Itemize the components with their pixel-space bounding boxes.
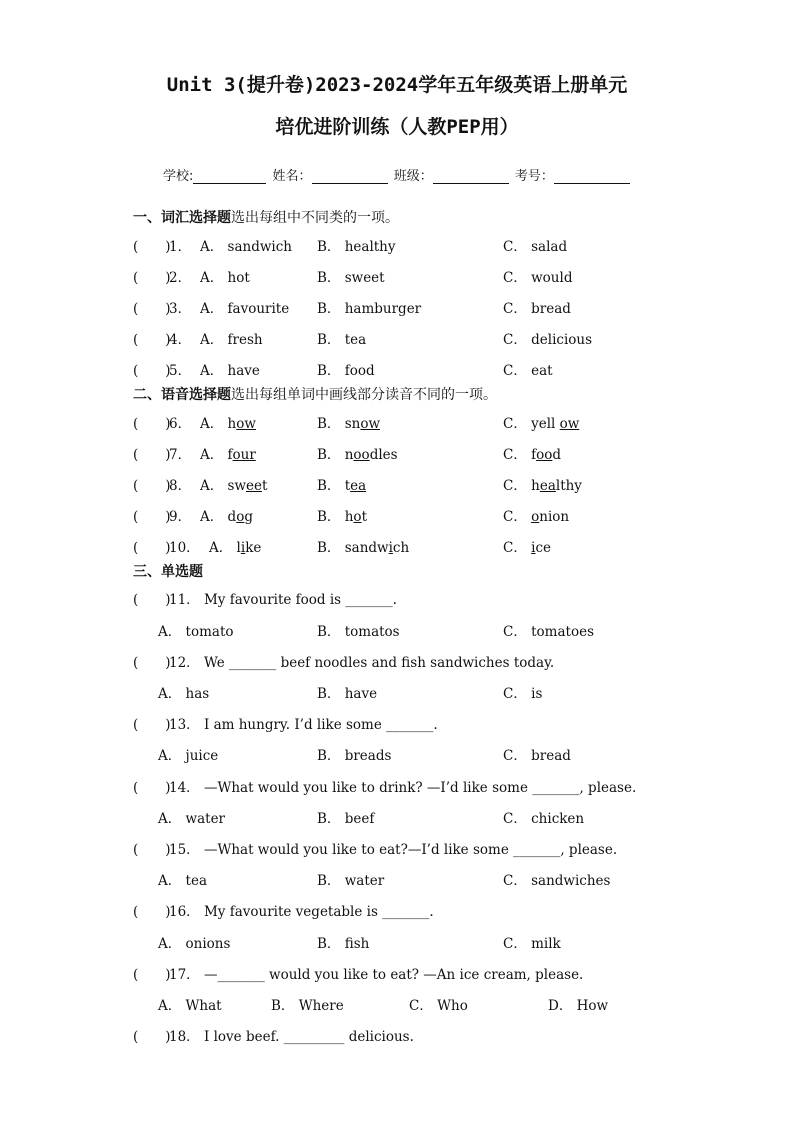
class-label: 班级：	[393, 169, 433, 184]
question-17-options	[133, 994, 693, 1014]
answer-bracket[interactable]: ( )	[133, 447, 171, 463]
option-c: C． is	[503, 686, 543, 702]
question-4	[133, 328, 693, 348]
answer-bracket[interactable]: ( )	[133, 1029, 171, 1045]
option-b: B． sandwich	[317, 540, 410, 556]
answer-bracket[interactable]: ( )	[133, 540, 171, 556]
option-d: D． How	[548, 998, 609, 1014]
option-b: B． snow	[317, 416, 381, 432]
option-c: C． tomatoes	[503, 624, 594, 640]
name-label: 姓名：	[272, 169, 312, 184]
option-a: A． What	[158, 998, 222, 1014]
question-15	[133, 838, 693, 858]
option-b: B． food	[317, 363, 375, 379]
class-blank[interactable]	[433, 169, 509, 184]
option-a: A． how	[200, 416, 256, 432]
option-a: A． tea	[158, 873, 208, 889]
answer-bracket[interactable]: ( )	[133, 270, 171, 286]
option-c: C． delicious	[503, 332, 593, 348]
option-a: A． water	[158, 811, 226, 827]
option-c: C． healthy	[503, 478, 582, 494]
question-9	[133, 505, 693, 525]
answer-bracket[interactable]: ( )	[133, 239, 171, 255]
question-12-options	[133, 682, 693, 702]
option-a: A． dog	[200, 509, 253, 525]
question-number: 10．	[169, 540, 200, 556]
option-b: B． tea	[317, 478, 367, 494]
answer-bracket[interactable]: ( )	[133, 509, 171, 525]
question-14-options	[133, 807, 693, 827]
answer-bracket[interactable]: ( )	[133, 416, 171, 432]
question-13	[133, 713, 693, 733]
option-c: C． onion	[503, 509, 570, 525]
option-c: C． would	[503, 270, 573, 286]
worksheet-title-line2: 培优进阶训练（人教PEP用）	[275, 116, 519, 138]
question-number: 7．	[169, 447, 192, 463]
answer-bracket[interactable]: ( )	[133, 301, 171, 317]
option-a: A． onions	[158, 936, 231, 952]
option-c: C． eat	[503, 363, 553, 379]
option-b: B． fish	[317, 936, 370, 952]
answer-bracket[interactable]: ( )	[133, 592, 171, 608]
answer-bracket[interactable]: ( )	[133, 363, 171, 379]
question-stem: 11． My favourite food is _______.	[169, 592, 397, 608]
option-a: A． sandwich	[200, 239, 292, 255]
answer-bracket[interactable]: ( )	[133, 655, 171, 671]
section-1-title: 一、词汇选择题	[133, 210, 231, 226]
answer-bracket[interactable]: ( )	[133, 842, 171, 858]
question-10	[133, 536, 693, 556]
question-2	[133, 266, 693, 286]
question-stem: 12． We _______ beef noodles and fish sandwiches today.	[169, 655, 555, 671]
exam-number-blank[interactable]	[554, 169, 630, 184]
question-11-options	[133, 620, 693, 640]
answer-bracket[interactable]: ( )	[133, 780, 171, 796]
section-2-instructions: 选出每组单词中画线部分读音不同的一项。	[231, 387, 497, 403]
question-16	[133, 900, 693, 920]
question-11	[133, 588, 693, 608]
answer-bracket[interactable]: ( )	[133, 904, 171, 920]
option-a: A． sweet	[200, 478, 268, 494]
option-a: A． juice	[158, 748, 219, 764]
option-c: C． yell ow	[503, 416, 580, 432]
option-c: C． bread	[503, 301, 571, 317]
option-c: C． bread	[503, 748, 571, 764]
option-b: B． hamburger	[317, 301, 422, 317]
question-16-options	[133, 932, 693, 952]
question-stem: 15． —What would you like to eat?—I’d like some _______, please.	[169, 842, 618, 858]
question-17	[133, 963, 693, 983]
answer-bracket[interactable]: ( )	[133, 478, 171, 494]
option-b: B． healthy	[317, 239, 396, 255]
option-c: C． food	[503, 447, 562, 463]
school-label: 学校:	[163, 169, 194, 184]
section-3-title: 三、单选题	[133, 564, 203, 580]
exam-number-label: 考号：	[514, 169, 554, 184]
option-a: A． tomato	[158, 624, 234, 640]
option-b: B． hot	[317, 509, 367, 525]
question-14	[133, 776, 693, 796]
option-a: A． like	[209, 540, 262, 556]
question-6	[133, 412, 693, 432]
option-a: A． have	[200, 363, 260, 379]
answer-bracket[interactable]: ( )	[133, 967, 171, 983]
answer-bracket[interactable]: ( )	[133, 717, 171, 733]
option-a: A． four	[200, 447, 256, 463]
option-a: A． has	[158, 686, 210, 702]
student-info-line	[163, 165, 632, 184]
option-b: B． breads	[317, 748, 392, 764]
question-13-options	[133, 744, 693, 764]
option-c: C． salad	[503, 239, 568, 255]
name-blank[interactable]	[312, 169, 388, 184]
question-number: 6．	[169, 416, 192, 432]
option-c: C． sandwiches	[503, 873, 611, 889]
question-number: 9．	[169, 509, 192, 525]
question-stem: 18． I love beef. _________ delicious.	[169, 1029, 414, 1045]
option-b: B． tomatos	[317, 624, 400, 640]
worksheet-title-line1: Unit 3(提升卷)2023-2024学年五年级英语上册单元	[166, 74, 628, 96]
option-b: B． Where	[271, 998, 344, 1014]
question-8	[133, 474, 693, 494]
option-c: C． Who	[409, 998, 468, 1014]
question-3	[133, 297, 693, 317]
question-number: 1．	[169, 239, 192, 255]
option-b: B． beef	[317, 811, 375, 827]
section-1-heading	[133, 207, 399, 227]
option-a: A． hot	[200, 270, 250, 286]
option-b: B． sweet	[317, 270, 385, 286]
option-c: C． chicken	[503, 811, 585, 827]
school-blank[interactable]	[193, 169, 266, 184]
question-18	[133, 1025, 693, 1045]
question-number: 2．	[169, 270, 192, 286]
question-stem: 17． —_______ would you like to eat? —An ice cream, please.	[169, 967, 584, 983]
question-number: 8．	[169, 478, 192, 494]
question-number: 4．	[169, 332, 192, 348]
question-5	[133, 359, 693, 379]
question-12	[133, 651, 693, 671]
option-b: B． water	[317, 873, 385, 889]
question-number: 3．	[169, 301, 192, 317]
option-b: B． noodles	[317, 447, 398, 463]
option-b: B． have	[317, 686, 378, 702]
section-1-instructions: 选出每组中不同类的一项。	[231, 210, 399, 226]
section-3-heading	[133, 561, 203, 581]
option-a: A． favourite	[200, 301, 290, 317]
answer-bracket[interactable]: ( )	[133, 332, 171, 348]
question-number: 5．	[169, 363, 192, 379]
question-stem: 14． —What would you like to drink? —I’d like some _______, please.	[169, 780, 637, 796]
option-c: C． milk	[503, 936, 561, 952]
question-15-options	[133, 869, 693, 889]
option-a: A． fresh	[200, 332, 263, 348]
section-2-title: 二、语音选择题	[133, 387, 231, 403]
question-7	[133, 443, 693, 463]
option-c: C． ice	[503, 540, 552, 556]
question-stem: 16． My favourite vegetable is _______.	[169, 904, 434, 920]
question-stem: 13． I am hungry. I’d like some _______.	[169, 717, 438, 733]
option-b: B． tea	[317, 332, 367, 348]
question-1	[133, 235, 693, 255]
section-2-heading	[133, 384, 497, 404]
